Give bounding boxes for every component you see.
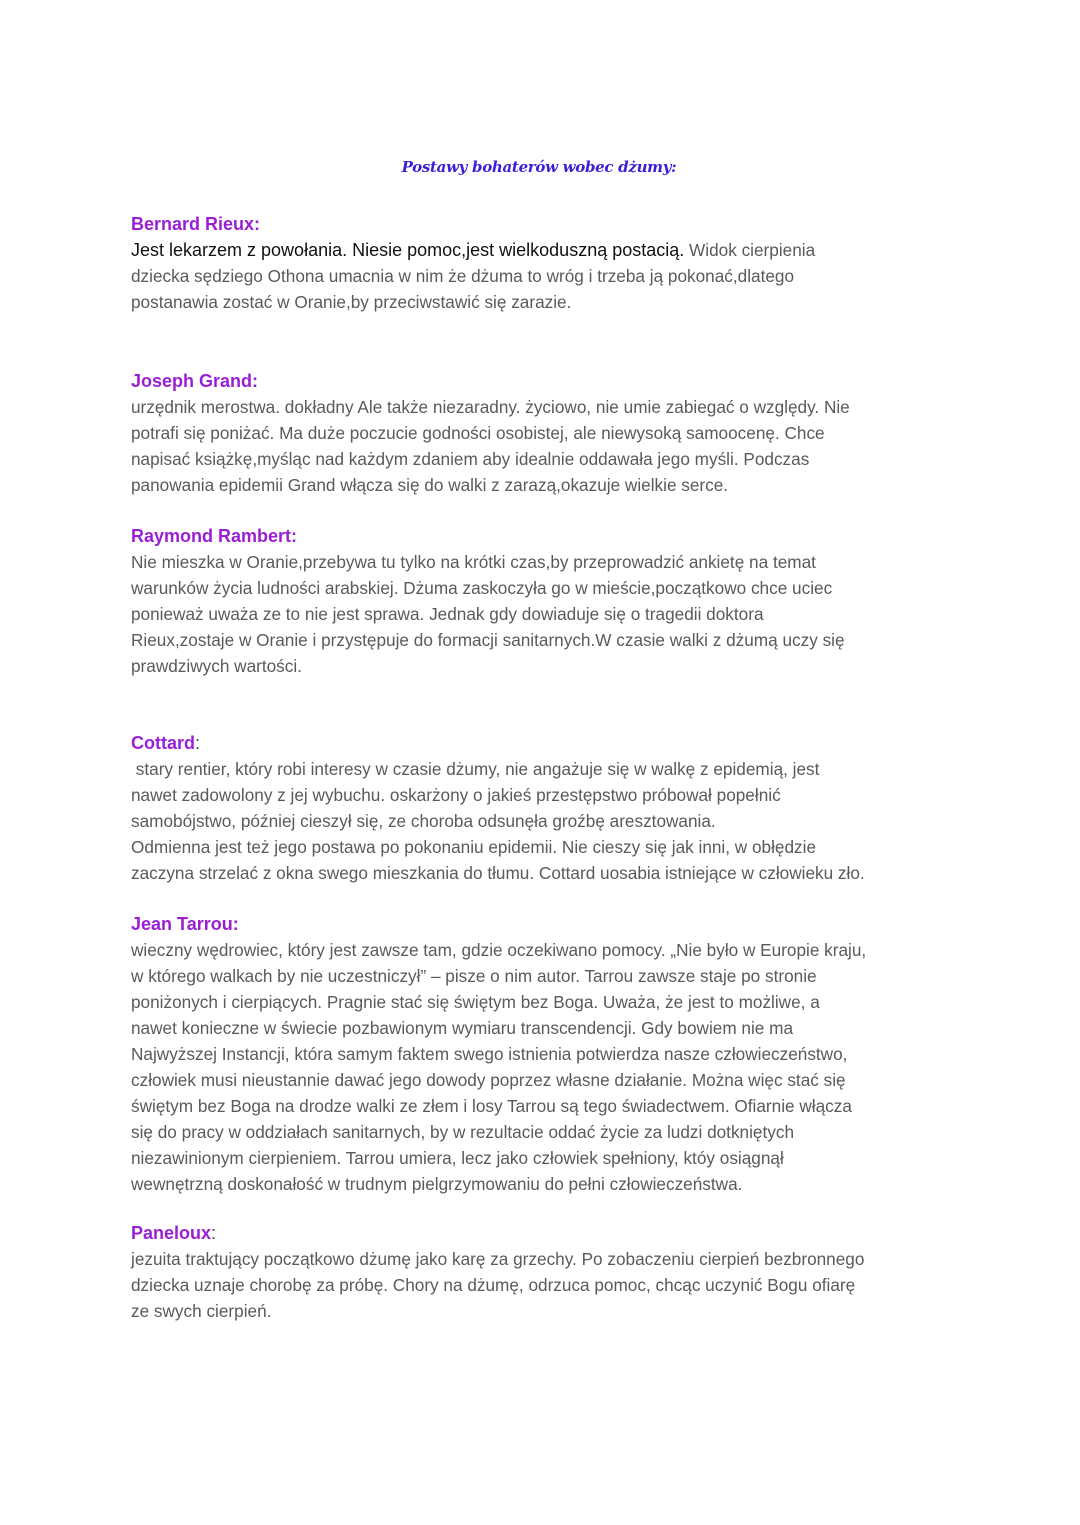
section-heading [131, 523, 961, 549]
section-raymond-rambert [131, 523, 961, 679]
body-line: nawet zadowolony z jej wybuchu. oskarżony o jakieś przestępstwo próbował popełnić [131, 785, 781, 805]
body-line: warunków życia ludności arabskiej. Dżuma zaskoczyła go w mieście,początkowo chce uciec [131, 578, 833, 598]
body-line: nawet konieczne w świecie pozbawionym wymiaru transcendencji. Gdy bowiem nie ma [131, 1018, 794, 1038]
section-paneloux [131, 1220, 961, 1324]
body-line: postanawia zostać w Oranie,by przeciwstawić się zarazie. [131, 292, 572, 312]
section-cottard [131, 730, 961, 886]
body-line: wieczny wędrowiec, który jest zawsze tam, gdzie oczekiwano pomocy. „Nie było w Europie kraju, [131, 940, 867, 960]
body-line: napisać książkę,myśląc nad każdym zdaniem aby idealnie oddawała jego myśli. Podczas [131, 449, 810, 469]
body-line-rest: Widok cierpienia [689, 240, 816, 260]
heading-text: Bernard Rieux: [131, 214, 261, 234]
section-heading [131, 1220, 961, 1246]
heading-text: Cottard [131, 733, 195, 753]
section-body [131, 937, 961, 1197]
section-joseph-grand [131, 368, 961, 498]
body-line: potrafi się poniżać. Ma duże poczucie godności osobistej, ale niewysoką samoocenę. Chce [131, 423, 825, 443]
body-line: stary rentier, który robi interesy w czasie dżumy, nie angażuje się w walkę z epidemią, jest [131, 759, 820, 779]
body-line: prawdziwych wartości. [131, 656, 302, 676]
body-line: się do pracy w oddziałach sanitarnych, by w rezultacie oddać życie za ludzi dotkniętych [131, 1122, 795, 1142]
body-line: Nie mieszka w Oranie,przebywa tu tylko na krótki czas,by przeprowadzić ankietę na temat [131, 552, 816, 572]
body-line: urzędnik merostwa. dokładny Ale także niezaradny. życiowo, nie umie zabiegać o względy. Nie [131, 397, 850, 417]
section-heading [131, 211, 961, 237]
section-jean-tarrou [131, 911, 961, 1197]
heading-text: Raymond Rambert: [131, 526, 298, 546]
section-body [131, 549, 961, 679]
section-bernard-rieux [131, 211, 961, 315]
body-line: wewnętrzną doskonałość w trudnym pielgrzymowaniu do pełni człowieczeństwa. [131, 1174, 743, 1194]
section-body [131, 1246, 961, 1324]
section-heading [131, 730, 961, 756]
heading-text: Jean Tarrou: [131, 914, 239, 934]
body-line: Odmienna jest też jego postawa po pokonaniu epidemii. Nie cieszy się jak inni, w obłędzie [131, 837, 817, 857]
section-heading [131, 368, 961, 394]
heading-text: Paneloux [131, 1223, 212, 1243]
section-body [131, 237, 961, 315]
body-line [131, 237, 961, 263]
heading-suffix: : [195, 733, 201, 753]
body-line: zaczyna strzelać z okna swego mieszkania do tłumu. Cottard uosabia istniejące w człowieku zło. [131, 863, 865, 883]
body-line: ze swych cierpień. [131, 1301, 272, 1321]
body-line: niezawinionym cierpieniem. Tarrou umiera, lecz jako człowiek spełniony, któy osiągnął [131, 1148, 784, 1168]
heading-text: Joseph Grand: [131, 371, 259, 391]
body-line: dziecka uznaje chorobę za próbę. Chory na dżumę, odrzuca pomoc, chcąc uczynić Bogu ofiarę [131, 1275, 856, 1295]
body-line: Rieux,zostaje w Oranie i przystępuje do formacji sanitarnych.W czasie walki z dżumą uczy się [131, 630, 845, 650]
body-line: świętym bez Boga na drodze walki ze złem i losy Tarrou są tego świadectwem. Ofiarnie włącza [131, 1096, 852, 1116]
body-line: jezuita traktujący początkowo dżumę jako karę za grzechy. Po zobaczeniu cierpień bezbronnego [131, 1249, 865, 1269]
heading-suffix: : [211, 1223, 217, 1243]
body-line: człowiek musi nieustannie dawać jego dowody poprzez własne działanie. Można więc stać się [131, 1070, 846, 1090]
body-line: dziecka sędziego Othona umacnia w nim że dżuma to wróg i trzeba ją pokonać,dlatego [131, 266, 795, 286]
body-line: Najwyższej Instancji, która samym faktem swego istnienia potwierdza nasze człowieczeństwo, [131, 1044, 848, 1064]
body-line: w którego walkach by nie uczestniczył” – pisze o nim autor. Tarrou zawsze staje po stronie [131, 966, 817, 986]
body-line: samobójstwo, później cieszył się, ze choroba odsunęła groźbę aresztowania. [131, 811, 716, 831]
section-body [131, 756, 961, 886]
body-line: panowania epidemii Grand włącza się do walki z zarazą,okazuje wielkie serce. [131, 475, 729, 495]
section-heading [131, 911, 961, 937]
body-line: ponieważ uważa ze to nie jest sprawa. Jednak gdy dowiaduje się o tragedii doktora [131, 604, 764, 624]
document-title: Postawy bohaterów wobec dżumy: [401, 158, 677, 176]
body-line-emphasis: Jest lekarzem z powołania. Niesie pomoc,jest wielkoduszną postacią. [131, 240, 685, 260]
section-body [131, 394, 961, 498]
body-line: poniżonych i cierpiących. Pragnie stać się świętym bez Boga. Uważa, że jest to możliwe, a [131, 992, 820, 1012]
